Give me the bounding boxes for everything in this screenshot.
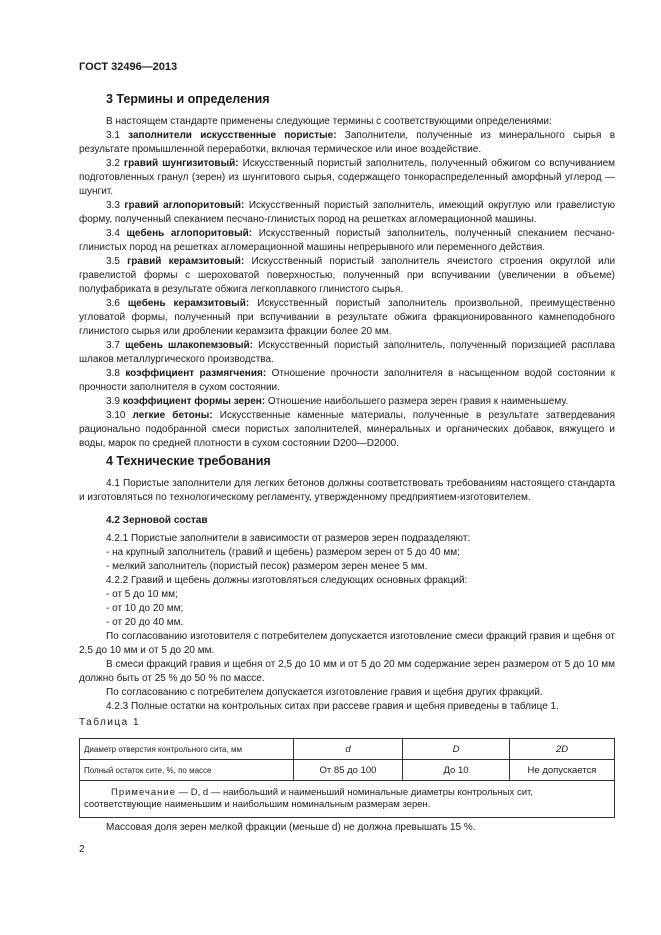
term-item: 3.5 гравий керамзитовый: Искусственный пористый заполнитель ячеистого строения округлой или гравелистой формы с шероховатой поверхностью, полученный при вспучивании (увеличении в объеме) полуфабриката в результате обжига легкоплавкого глинистого сырья. — [79, 256, 616, 295]
table-note-row — [80, 781, 615, 818]
term-item: 3.4 щебень аглопоритовый: Искусственный пористый заполнитель, полученный спеканием песчано-глинистых пород на решетках агломерационной машины непрерывного или переменного действия. — [79, 228, 616, 253]
list-item: - от 20 до 40 мм. — [106, 617, 184, 628]
paragraph: По согласованию с потребителем допускается изготовление гравия и щебня других фракций. — [106, 687, 543, 698]
table-caption: Таблица 1 — [79, 717, 141, 728]
table-cell: Не допускается — [510, 760, 615, 781]
subsection-4-2-title: 4.2 Зерновой состав — [106, 515, 208, 526]
term-item: 3.9 коэффициент формы зерен: Отношение наибольшего размера зерен гравия к наименьшему. — [106, 396, 569, 407]
term-item: 3.3 гравий аглопоритовый: Искусственный пористый заполнитель, имеющий округлую или гравелистую форму, полученный спеканием песчано-глинистых пород на решетках агломерационной машины. — [79, 200, 616, 225]
section-3-title: 3 Термины и определения — [106, 92, 270, 106]
term-item: 3.6 щебень керамзитовый: Искусственный пористый заполнитель произвольной, преимущественно угловатой формы, полученный при вспучивании в результате обжига фракционированного камнеподобного глинистого сырья или дроблении керамзита фракции более 20 мм. — [79, 298, 616, 337]
page-number: 2 — [79, 844, 85, 855]
table-cell: d — [294, 739, 403, 760]
term-item: 3.2 гравий шунгизитовый: Искусственный пористый заполнитель, полученный обжигом со вспучиванием подготовленных гранул (зерен) из шунгитового сырья, содержащего тонкораспределенный аморфный углерод — шунгит. — [79, 158, 616, 197]
table-cell: Полный остаток сите, %, по массе — [80, 760, 294, 781]
clause-4-1: 4.1 Пористые заполнители для легких бетонов должны соответствовать требованиям настоящего стандарта и изготовляться по технологическому регламенту, утвержденному предприятием-изготовителем. — [79, 478, 615, 503]
table-cell: 2D — [510, 739, 615, 760]
list-item: - на крупный заполнитель (гравий и щебень) размером зерен от 5 до 40 мм; — [106, 547, 460, 558]
term-item: 3.10 легкие бетоны: Искусственные каменные материалы, полученные в результате затвердевания рационально подобранной смеси пористых заполнителей, минеральных и органических добавок, вяжущего и воды, марок по средней плотности в сухом состоянии D200—D2000. — [79, 410, 616, 449]
section-4-title: 4 Технические требования — [106, 454, 271, 468]
clause-line: 4.2.1 Пористые заполнители в зависимости от размеров зерен подразделяют: — [106, 533, 471, 544]
table-1 — [79, 738, 615, 818]
table-row — [80, 760, 615, 781]
table-cell: D — [403, 739, 510, 760]
final-statement: Массовая доля зерен мелкой фракции (меньше d) не должна превышать 15 %. — [106, 822, 476, 833]
paragraph: По согласованию изготовителя с потребителем допускается изготовление смеси фракций гравия и щебня от 2,5 до 10 мм и от 5 до 20 мм. — [79, 631, 615, 656]
section-3-body — [79, 115, 615, 451]
section-4-2-body — [79, 532, 615, 714]
term-item: 3.1 заполнители искусственные пористые: Заполнители, полученные из минерального сырья в результате промышленной переработки, включая термическое или иное воздействие. — [79, 130, 616, 155]
list-item: - от 10 до 20 мм; — [106, 603, 184, 614]
table-cell: От 85 до 100 — [294, 760, 403, 781]
document-header: ГОСТ 32496—2013 — [79, 61, 178, 73]
paragraph: В смеси фракций гравия и щебня от 2,5 до 10 мм и от 5 до 20 мм содержание зерен размером от 5 до 10 мм должно быть от 25 % до 50 % по массе. — [79, 659, 615, 684]
table-header-row — [80, 739, 615, 760]
table-note: Примечание — D, d — наибольший и наименьший номинальные диаметры контрольных сит, соответствующие наименьшим и наибольшим номинальным размерам зерен. — [80, 781, 615, 818]
table-cell: Диаметр отверстия контрольного сита, мм — [80, 739, 294, 760]
section-3-intro: В настоящем стандарте применены следующие термины с соответствующими определениями: — [106, 116, 552, 127]
term-item: 3.8 коэффициент размягчения: Отношение прочности заполнителя в насыщенном водой состоянии к прочности заполнителя в сухом состоянии. — [79, 368, 616, 393]
list-item: - от 5 до 10 мм; — [106, 589, 178, 600]
term-item: 3.7 щебень шлакопемзовый: Искусственный пористый заполнитель, полученный поризацией расплава шлаков металлургического производства. — [79, 340, 616, 365]
paragraph: 4.2.3 Полные остатки на контрольных ситах при рассеве гравия и щебня приведены в таблице 1. — [106, 701, 559, 712]
list-item: - мелкий заполнитель (пористый песок) размером зерен менее 5 мм. — [106, 561, 428, 572]
table-cell: До 10 — [403, 760, 510, 781]
clause-line: 4.2.2 Гравий и щебень должны изготовляться следующих основных фракций: — [106, 575, 468, 586]
